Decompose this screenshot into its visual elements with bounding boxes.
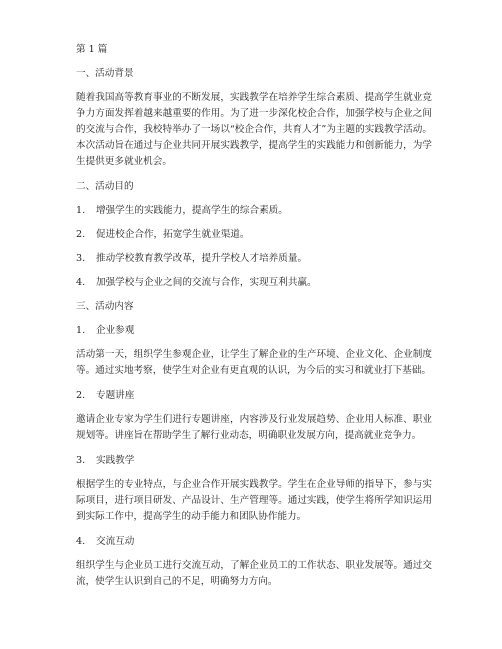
purpose-item: [76, 203, 432, 218]
chapter-title: 第 1 篇: [76, 44, 108, 55]
subsection-number: 3.: [76, 455, 86, 466]
subsection-number: 2.: [76, 390, 86, 401]
subsection-paragraph: 邀请企业专家为学生们进行专题讲座，内容涉及行业发展趋势、企业用人标准、职业规划等。讲座旨在帮助学生了解行业动态，明确职业发展方向，提高就业竞争力。: [76, 414, 432, 441]
subsection-number: 4.: [76, 536, 86, 547]
subsection-title: [76, 534, 432, 549]
subsection-title: [76, 388, 432, 403]
purpose-item-text: 增强学生的实践能力，提高学生的综合素质。: [96, 205, 288, 216]
purpose-item-number: 1.: [76, 205, 86, 216]
subsection-paragraph: 组织学生与企业员工进行交流互动，了解企业员工的工作状态、职业发展等。通过交流，使学生认识到自己的不足，明确努力方向。: [76, 560, 432, 587]
purpose-item-text: 推动学校教育教学改革，提升学校人才培养质量。: [96, 253, 308, 264]
purpose-item-number: 4.: [76, 277, 86, 288]
section-heading-purpose: 二、活动目的: [76, 181, 134, 192]
subsection-title-text: 专题讲座: [96, 390, 135, 401]
section-heading-content: 三、活动内容: [76, 301, 134, 312]
background-paragraph: 随着我国高等教育事业的不断发展，实践教学在培养学生综合素质、提高学生就业竞争力方面发挥着越来越重要的作用。为了进一步深化校企合作，加强学校与企业之间的交流与合作，我校特举办了一场以“校企合作，共育人才”为主题的实践教学活动。本次活动旨在通过与企业共同开展实践教学，提高学生的实践能力和创新能力，为学生提供更多就业机会。: [76, 92, 432, 167]
subsection-title-text: 交流互动: [96, 536, 135, 547]
purpose-item: [76, 275, 432, 290]
purpose-item-text: 促进校企合作，拓宽学生就业渠道。: [96, 229, 250, 240]
subsection-title: [76, 453, 432, 468]
document-content: [76, 42, 432, 590]
purpose-item-text: 加强学校与企业之间的交流与合作，实现互利共赢。: [96, 277, 317, 288]
subsection-title-text: 实践教学: [96, 455, 135, 466]
subsection-paragraph: 活动第一天，组织学生参观企业，让学生了解企业的生产环境、企业文化、企业制度等。通过实地考察，使学生对企业有更直观的认识，为今后的实习和就业打下基础。: [76, 349, 432, 376]
section-heading-background: 一、活动背景: [76, 68, 134, 79]
purpose-item: [76, 227, 432, 242]
subsection-paragraph: 根据学生的专业特点，与企业合作开展实践教学。学生在企业导师的指导下，参与实际项目，进行项目研发、产品设计、生产管理等。通过实践，使学生将所学知识运用到实际工作中，提高学生的动手能力和团队协作能力。: [76, 479, 432, 522]
purpose-item-number: 3.: [76, 253, 86, 264]
subsection-title: [76, 323, 432, 338]
subsection-number: 1.: [76, 325, 86, 336]
purpose-item-number: 2.: [76, 229, 86, 240]
subsection-title-text: 企业参观: [96, 325, 135, 336]
purpose-item: [76, 251, 432, 266]
